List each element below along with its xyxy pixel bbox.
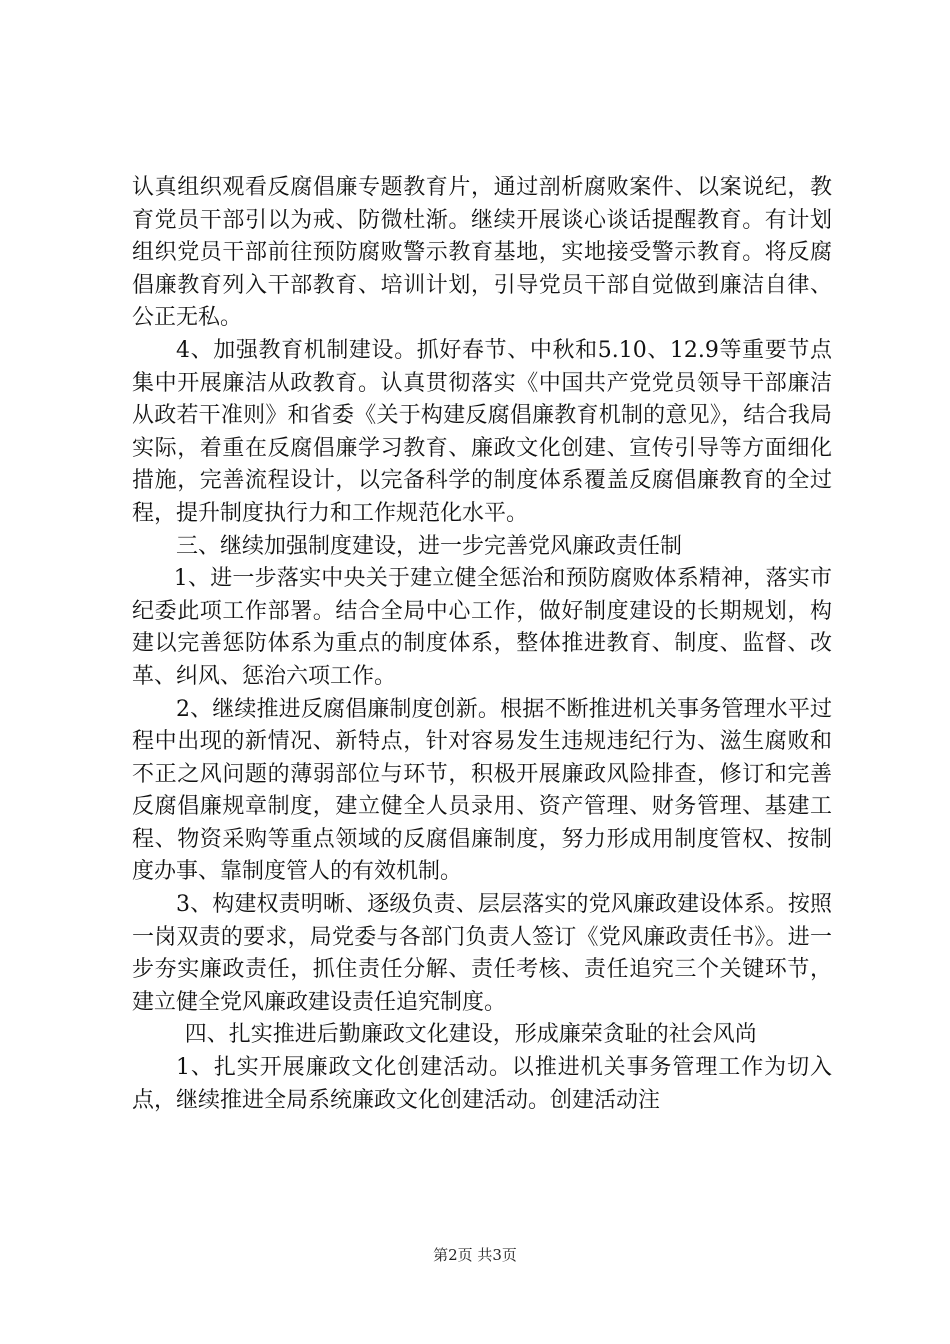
document-body — [132, 172, 832, 1117]
paragraph-item-4: 4、加强教育机制建设。抓好春节、中秋和5.10、12.9等重要节点集中开展廉洁从政教育。认真贯彻落实《中国共产党党员领导干部廉洁从政若干准则》和省委《关于构建反腐倡廉教育机制的意见》，结合我局实际，着重在反腐倡廉学习教育、廉政文化创建、宣传引导等方面细化措施，完善流程设计，以完备科学的制度体系覆盖反腐倡廉教育的全过程，提升制度执行力和工作规范化水平。 — [132, 337, 832, 526]
section-heading-4: 四、扎实推进后勤廉政文化建设，形成廉荣贪耻的社会风尚 — [184, 1022, 757, 1048]
section-heading-3: 三、继续加强制度建设，进一步完善党风廉政责任制 — [176, 533, 683, 559]
paragraph-item-2: 2、继续推进反腐倡廉制度创新。根据不断推进机关事务管理水平过程中出现的新情况、新特点，针对容易发生违规违纪行为、滋生腐败和不正之风问题的薄弱部位与环节，积极开展廉政风险排查，修订和完善反腐倡廉规章制度，建立健全人员录用、资产管理、财务管理、基建工程、物资采购等重点领域的反腐倡廉制度，努力形成用制度管权、按制度办事、靠制度管人的有效机制。 — [132, 696, 832, 885]
paragraph-education-continuation: 认真组织观看反腐倡廉专题教育片，通过剖析腐败案件、以案说纪，教育党员干部引以为戒、防微杜渐。继续开展谈心谈话提醒教育。有计划组织党员干部前往预防腐败警示教育基地，实地接受警示教育。将反腐倡廉教育列入干部教育、培训计划，引导党员干部自觉做到廉洁自律、公正无私。 — [132, 175, 832, 331]
paragraph-section4-item-1: 1、扎实开展廉政文化创建活动。以推进机关事务管理工作为切入点，继续推进全局系统廉政文化创建活动。创建活动注 — [132, 1055, 832, 1113]
paragraph-item-3: 3、构建权责明晰、逐级负责、层层落实的党风廉政建设体系。按照一岗双责的要求，局党委与各部门负责人签订《党风廉政责任书》。进一步夯实廉政责任，抓住责任分解、责任考核、责任追究三个关键环节，建立健全党风廉政建设责任追究制度。 — [132, 892, 832, 1015]
page-number-footer: 第2页 共3页 — [433, 1246, 517, 1264]
paragraph-item-1: 1、进一步落实中央关于建立健全惩治和预防腐败体系精神，落实市纪委此项工作部署。结合全局中心工作，做好制度建设的长期规划，构建以完善惩防体系为重点的制度体系，整体推进教育、制度、监督、改革、纠风、惩治六项工作。 — [132, 566, 832, 689]
